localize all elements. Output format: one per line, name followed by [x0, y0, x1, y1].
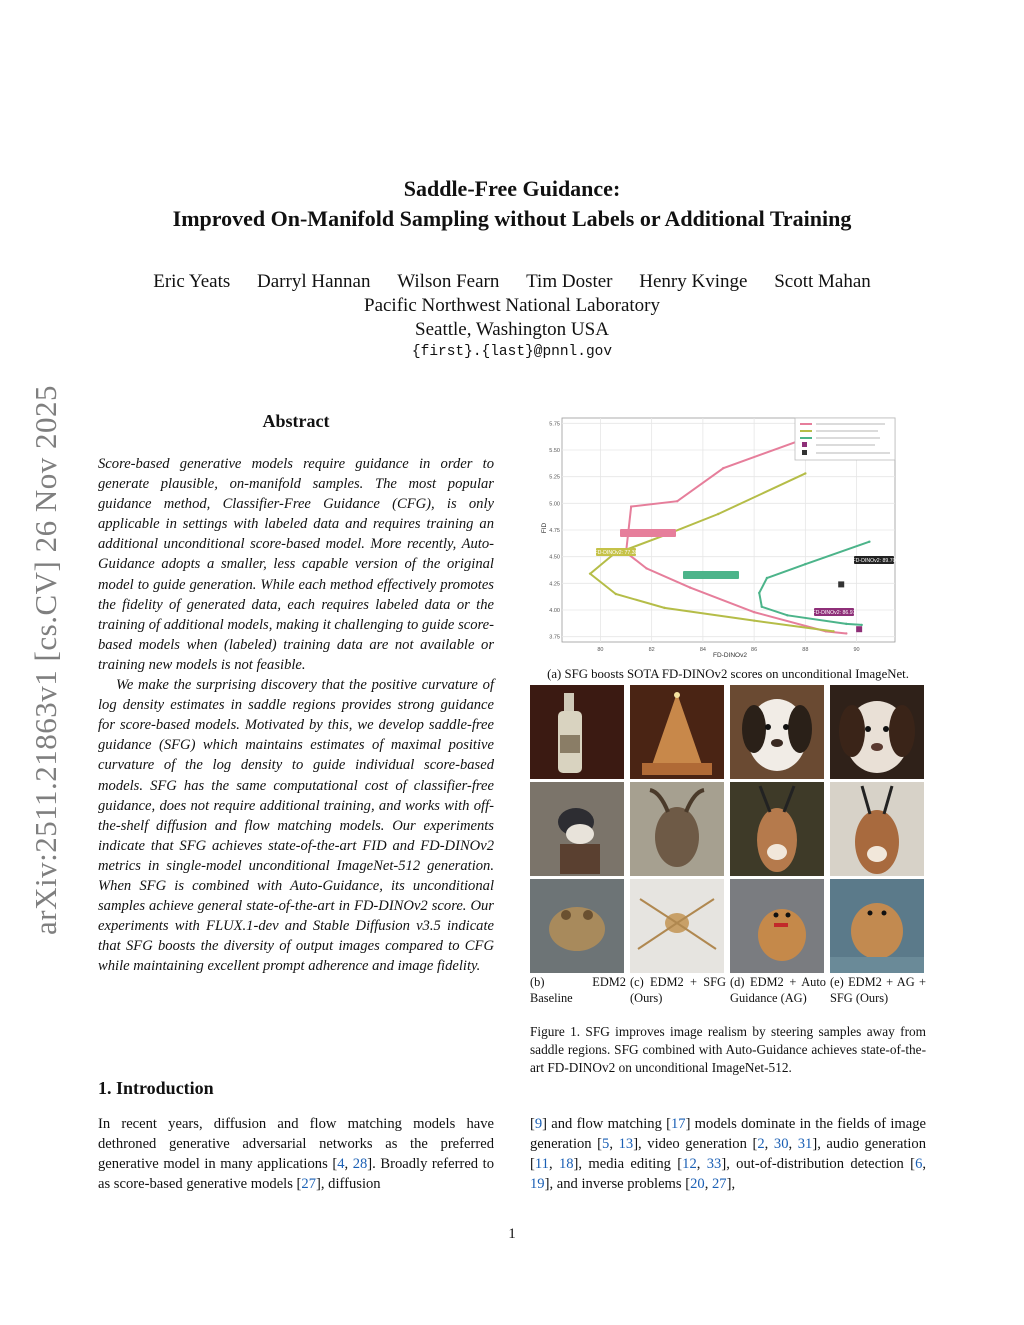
author: Tim Doster: [526, 271, 613, 292]
chart-y-axis-label: FID: [541, 522, 548, 534]
sample-image-bottle: [530, 685, 624, 779]
chart-series-point: [861, 624, 863, 626]
chart-series-point: [615, 593, 617, 595]
sample-image-ibex: [630, 782, 724, 876]
chart-x-tick-label: 86: [751, 647, 758, 653]
citation-link[interactable]: 27: [301, 1176, 317, 1192]
sample-image-grid: [530, 685, 926, 973]
sample-image-spaniel-b: [830, 685, 924, 779]
sample-image-terrier-b: [830, 879, 924, 973]
affiliation: Pacific Northwest National Laboratory: [364, 295, 660, 316]
author: Darryl Hannan: [257, 271, 371, 292]
citation-link[interactable]: 9: [534, 1116, 543, 1132]
citation-link[interactable]: 6: [915, 1156, 923, 1172]
citation-link[interactable]: 28: [352, 1156, 368, 1172]
chart-series-point: [663, 607, 665, 609]
chart-series-point: [786, 614, 788, 616]
intro-right-column: [9] and flow matching [17] models dominate in the fields of image generation [5, 13], video generation [2, 30, 31], audio generation [11, 18], media editing [12, 33], out-of-distribution detection [6, 19], and inverse problems [20, 27],: [530, 1116, 927, 1192]
citation-link[interactable]: 18: [558, 1156, 574, 1172]
chart-series-point: [845, 623, 847, 625]
chart-series-point: [689, 586, 691, 588]
abstract-paragraph-2: We make the surprising discovery that the positive curvature of log density estimates in saddle regions provides strong guidance for score-based models. Motivated by this, we develop saddle-free guidance (SFG) which maintains estimates of maximal positive curvature of the log density to guide individual score-based models. SFG has the same computational cost of classifier-free guidance, does not require additional training, and works with off-the-shelf diffusion and flow matching models. Our experiments indicate that SFG achieves state-of-the-art FID and FD-DINOv2 metrics in single-model unconditional ImageNet-512 generation. When SFG is combined with Auto-Guidance, its unconditional samples achieve general state-of-the-art in FD-DINOv2 score. Our experiments with FLUX.1-dev and Stable Diffusion v3.5 indicate that SFG boosts the diversity of output images compared to CFG while maintaining excellent prompt adherence and image fidelity.: [98, 677, 494, 975]
chart-y-tick-label: 5.75: [549, 421, 560, 428]
citation-link[interactable]: 20: [690, 1176, 705, 1192]
subfigure-caption-b: (b) EDM2 Baseline: [530, 975, 626, 1005]
abstract-body: [98, 454, 494, 976]
author: Scott Mahan: [774, 271, 871, 292]
chart-data-label: FD-DINOv2: 89.70: [852, 558, 896, 564]
sample-image-gazelle-a: [730, 782, 824, 876]
chart-series-point: [804, 472, 806, 474]
author: Henry Kvinge: [639, 271, 748, 292]
author-list: [0, 271, 1024, 293]
chart-y-tick-label: 5.50: [549, 448, 560, 454]
citation-link[interactable]: 27: [711, 1176, 727, 1192]
chart-series-point: [758, 592, 760, 594]
chart-x-tick-label: 84: [699, 647, 706, 653]
author: Wilson Fearn: [397, 271, 500, 292]
chart-series-point: [804, 563, 806, 565]
abstract-heading: Abstract: [262, 411, 330, 431]
citation-link[interactable]: 31: [797, 1136, 813, 1152]
chart-y-tick-label: 3.75: [549, 634, 560, 641]
chart-data-label: FD-DINOv2: 86.97: [812, 610, 856, 616]
chart-series-point: [630, 505, 632, 507]
chart-series-point: [645, 567, 647, 569]
chart-y-tick-label: 4.75: [549, 528, 560, 534]
chart-series-point: [589, 573, 591, 575]
citation-link[interactable]: 30: [773, 1136, 789, 1152]
email: {first}.{last}@pnnl.gov: [411, 344, 613, 360]
chart-series-point: [722, 467, 724, 469]
figure-caption: Figure 1. SFG improves image realism by steering samples away from saddle regions. SFG combined with Auto-Guidance achieves state-of-the-art FD-DINOv2 on unconditional ImageNet-512.: [530, 1024, 926, 1075]
chart-series-point: [766, 577, 768, 579]
paper-title-line2: Improved On-Manifold Sampling without Labels or Additional Training: [172, 206, 852, 231]
page-number: 1: [508, 1226, 516, 1242]
chart-x-tick-label: 80: [597, 647, 604, 653]
citation-link[interactable]: 13: [618, 1136, 634, 1152]
abstract-paragraph-1: Score-based generative models require guidance in order to generate plausible, on-manifold samples. The most popular guidance method, Classifier-Free Guidance (CFG), is only applicable in settings with labeled data and requires training an additional unconditional score-based model. More recently, Auto-Guidance adopts a smaller, less capable version of the original model to guide generation. While each method effectively promotes the fidelity of generated data, each requires labeled data or the training of additional models, making it challenging to guide score-based models when (labeled) training data are not available or training new models is not feasible.: [98, 456, 494, 673]
chart-series-point: [753, 619, 755, 621]
affiliation-location: Seattle, Washington USA: [415, 319, 609, 340]
sample-image-stupa: [630, 685, 724, 779]
citation-link[interactable]: 2: [757, 1136, 765, 1152]
chart-y-tick-label: 4.00: [549, 608, 560, 614]
chart-data-label-box: [683, 571, 739, 579]
chart-series-point: [761, 606, 763, 608]
chart-series-point: [845, 632, 847, 634]
subfigure-caption-e: (e) EDM2 + AG + SFG (Ours): [830, 975, 926, 1005]
citation-link[interactable]: 5: [602, 1136, 610, 1152]
chart-y-tick-label: 5.25: [549, 474, 560, 481]
intro-left-column: In recent years, diffusion and flow matching models have dethroned generative adversarial networks as the preferred generative model in many applications [4, 28]. Broadly referred to as score-based generative models [27], diffusion: [98, 1116, 495, 1192]
chart-x-axis-label: FD-DINOv2: [713, 652, 747, 659]
chart-marker: [856, 626, 862, 632]
citation-link[interactable]: 33: [706, 1156, 722, 1172]
arxiv-stamp: arXiv:2511.21863v1 [cs.CV] 26 Nov 2025: [28, 385, 63, 935]
section-heading-introduction: 1. Introduction: [98, 1078, 214, 1098]
fd-dinov2-chart: [540, 410, 900, 660]
chart-series-point: [868, 541, 870, 543]
chart-marker: [838, 581, 844, 587]
chart-series-point: [676, 500, 678, 502]
chart-x-tick-label: 90: [853, 647, 860, 653]
chart-data-label: FD-DINOv2: 77.38: [594, 550, 638, 556]
sample-image-bird: [530, 782, 624, 876]
chart-series-point: [753, 611, 755, 613]
chart-legend: [795, 418, 895, 460]
chart-series-point: [832, 630, 834, 632]
sample-image-spider: [630, 879, 724, 973]
legend-swatch: [802, 450, 807, 455]
subfigure-caption-d: (d) EDM2 + Auto Guidance (AG): [730, 975, 826, 1005]
paper-title-line1: Saddle-Free Guidance:: [403, 176, 621, 201]
sample-image-frog: [530, 879, 624, 973]
subfigure-caption-a: (a) SFG boosts SOTA FD-DINOv2 scores on unconditional ImageNet.: [547, 667, 909, 681]
chart-x-tick-label: 88: [802, 647, 809, 653]
chart-series-point: [717, 513, 719, 515]
legend-swatch: [802, 442, 807, 447]
sample-image-terrier-a: [730, 879, 824, 973]
chart-x-tick-label: 82: [648, 647, 655, 653]
chart-y-tick-label: 4.25: [549, 581, 560, 588]
sample-image-gazelle-b: [830, 782, 924, 876]
chart-svg: [540, 410, 900, 660]
citation-link[interactable]: 19: [530, 1176, 545, 1192]
citation-link[interactable]: 12: [682, 1156, 697, 1172]
chart-y-tick-label: 5.00: [549, 501, 560, 508]
chart-y-tick-label: 4.50: [549, 554, 560, 561]
citation-link[interactable]: 11: [534, 1156, 549, 1172]
citation-link[interactable]: 4: [337, 1156, 345, 1172]
author: Eric Yeats: [153, 271, 231, 292]
sample-image-spaniel-a: [730, 685, 824, 779]
citation-link[interactable]: 17: [670, 1116, 686, 1132]
chart-data-label-box: [620, 529, 676, 537]
subfigure-caption-c: (c) EDM2 + SFG (Ours): [630, 975, 726, 1005]
